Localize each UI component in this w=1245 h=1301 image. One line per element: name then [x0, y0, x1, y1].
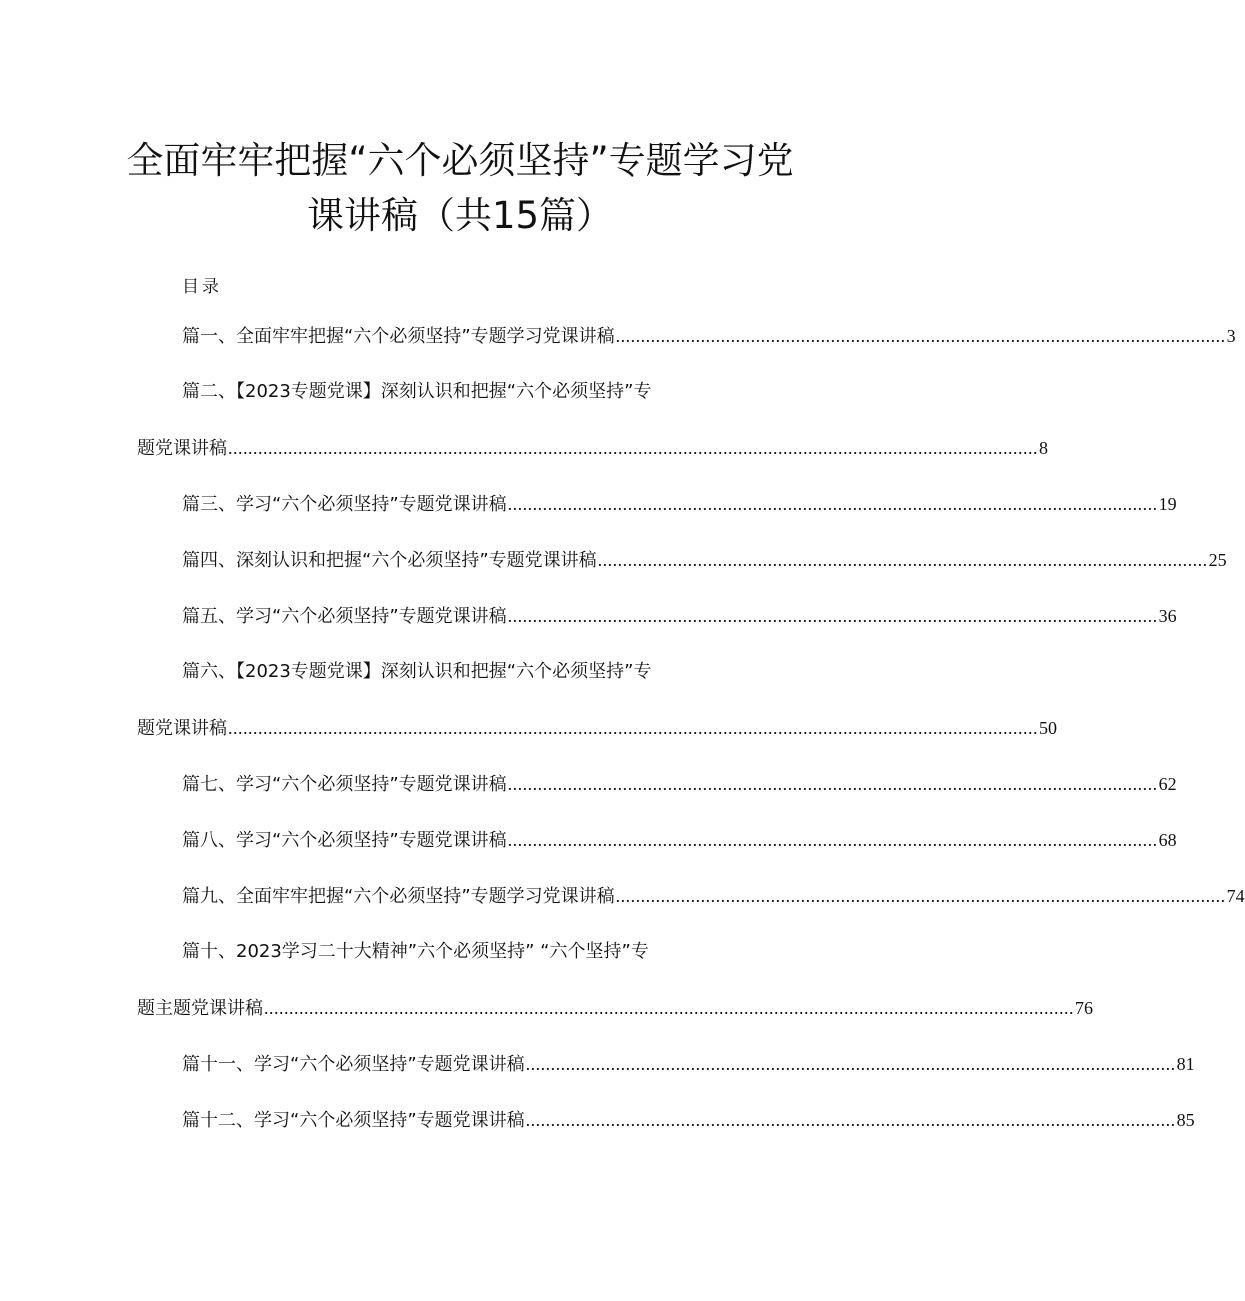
- toc-leader-dots: ..................................................................................................................................: [525, 1110, 1176, 1130]
- toc-entry-3[interactable]: [182, 492, 1177, 517]
- toc-entry-5[interactable]: [182, 604, 1177, 629]
- toc-entry-7[interactable]: [182, 772, 1177, 797]
- toc-entry-page: 62: [1158, 774, 1177, 794]
- toc-entry-page: 8: [1039, 438, 1048, 458]
- toc-entry-11[interactable]: [182, 1052, 1195, 1077]
- toc-entry-page: 25: [1208, 550, 1227, 570]
- toc-entry-text: 篇一、全面牢牢把握“六个必须坚持”专题学习党课讲稿: [182, 326, 615, 347]
- toc-leader-dots: ..................................................................................................................................: [525, 1054, 1176, 1074]
- toc-entry-6-line-1[interactable]: 篇六、【2023专题党课】深刻认识和把握“六个必须坚持”专: [182, 661, 652, 682]
- toc-entry-page: 74: [1226, 886, 1245, 906]
- toc-entry-12[interactable]: [182, 1108, 1195, 1133]
- toc-entry-10-line-2[interactable]: [137, 996, 1093, 1021]
- toc-entry-2-line-1[interactable]: 篇二、【2023专题党课】深刻认识和把握“六个必须坚持”专: [182, 381, 652, 402]
- toc-entry-page: 19: [1158, 494, 1177, 514]
- toc-entry-text: 篇五、学习“六个必须坚持”专题党课讲稿: [182, 606, 507, 627]
- toc-entry-2-line-2[interactable]: [137, 436, 1048, 461]
- toc-entry-text: 题主题党课讲稿: [137, 998, 263, 1019]
- toc-entry-page: 68: [1158, 830, 1177, 850]
- toc-leader-dots: ..................................................................................................................................: [507, 774, 1158, 794]
- toc-leader-dots: ..........................................................................................................................: [615, 326, 1226, 346]
- toc-leader-dots: ..................................................................................................................................: [507, 830, 1158, 850]
- toc-entry-8[interactable]: [182, 828, 1177, 853]
- toc-entry-text: 篇九、全面牢牢把握“六个必须坚持”专题学习党课讲稿: [182, 886, 615, 907]
- toc-entry-9[interactable]: [182, 884, 1245, 909]
- toc-leader-dots: ..................................................................................................................................................................: [264, 998, 1074, 1018]
- toc-entry-text: 篇十一、学习“六个必须坚持”专题党课讲稿: [182, 1054, 525, 1075]
- toc-entry-text: 篇四、深刻认识和把握“六个必须坚持”专题党课讲稿: [182, 550, 597, 571]
- toc-leader-dots: ..................................................................................................................................: [507, 606, 1158, 626]
- toc-entry-page: 3: [1226, 326, 1236, 346]
- toc-leader-dots: ..................................................................................................................................................................: [228, 438, 1038, 458]
- toc-entry-page: 85: [1176, 1110, 1195, 1130]
- toc-entry-text: 篇十二、学习“六个必须坚持”专题党课讲稿: [182, 1110, 525, 1131]
- toc-leader-dots: ..........................................................................................................................: [597, 550, 1208, 570]
- toc-entry-1[interactable]: [182, 324, 1236, 349]
- toc-entry-page: 76: [1075, 998, 1093, 1018]
- toc-entry-10-line-1[interactable]: 篇十、2023学习二十大精神”六个必须坚持” “六个坚持”专: [182, 941, 649, 962]
- toc-entry-6-line-2[interactable]: [137, 716, 1057, 741]
- toc-leader-dots: ..........................................................................................................................: [615, 886, 1226, 906]
- toc-entry-text: 题党课讲稿: [137, 718, 227, 739]
- toc-entry-text: 篇三、学习“六个必须坚持”专题党课讲稿: [182, 494, 507, 515]
- document-title-line-1: 全面牢牢把握“六个必须坚持”专题学习党: [126, 139, 794, 182]
- toc-entry-text: 篇八、学习“六个必须坚持”专题党课讲稿: [182, 830, 507, 851]
- toc-entry-page: 36: [1158, 606, 1177, 626]
- toc-leader-dots: ..................................................................................................................................................................: [228, 718, 1038, 738]
- toc-entry-text: 篇七、学习“六个必须坚持”专题党课讲稿: [182, 774, 507, 795]
- toc-entry-page: 81: [1176, 1054, 1195, 1074]
- toc-leader-dots: ..................................................................................................................................: [507, 494, 1158, 514]
- toc-entry-4[interactable]: [182, 548, 1227, 573]
- toc-entry-page: 50: [1039, 718, 1057, 738]
- toc-heading: 目录: [182, 277, 222, 297]
- toc-entry-text: 题党课讲稿: [137, 438, 227, 459]
- document-title-line-2: 课讲稿（共15篇）: [306, 194, 614, 237]
